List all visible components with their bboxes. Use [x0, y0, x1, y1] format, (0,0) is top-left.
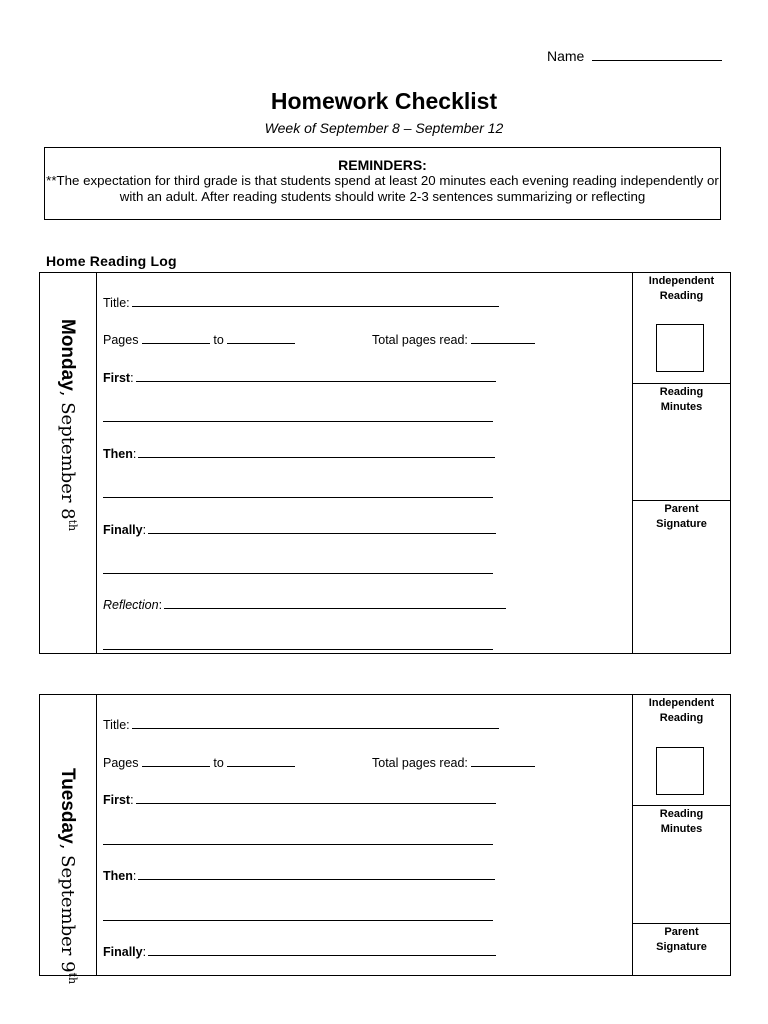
to-label: to — [213, 756, 224, 770]
title-label: Title: — [103, 296, 130, 310]
weekday: Monday — [57, 319, 78, 391]
finally-continuation-line[interactable] — [103, 573, 493, 574]
first-blank[interactable] — [136, 371, 496, 382]
title-label: Title: — [103, 718, 130, 732]
name-label: Name — [547, 48, 585, 64]
independent-reading-label: Independent Reading — [648, 275, 715, 302]
weekday: Tuesday — [57, 768, 78, 844]
pages-from-blank[interactable] — [142, 333, 210, 344]
total-pages-label: Total pages read: — [372, 756, 468, 770]
colon: : — [142, 945, 147, 959]
date-suffix: th — [66, 972, 79, 985]
first-continuation-line[interactable] — [103, 844, 493, 845]
then-continuation-line[interactable] — [103, 920, 493, 921]
finally-blank[interactable] — [148, 523, 496, 534]
to-label: to — [213, 333, 224, 347]
pages-field[interactable] — [103, 333, 295, 347]
finally-field[interactable] — [103, 945, 496, 959]
reading-minutes-cell[interactable] — [633, 806, 730, 924]
day-column — [40, 273, 97, 653]
name-blank[interactable] — [592, 50, 722, 61]
pages-field[interactable] — [103, 756, 295, 770]
then-blank[interactable] — [138, 447, 495, 458]
total-pages-label: Total pages read: — [372, 333, 468, 347]
date: , September 8 — [57, 390, 78, 520]
pages-to-blank[interactable] — [227, 333, 295, 344]
then-continuation-line[interactable] — [103, 497, 493, 498]
pages-from-blank[interactable] — [142, 756, 210, 767]
finally-label: Finally — [103, 945, 143, 959]
reflection-field[interactable] — [103, 598, 506, 612]
colon: : — [132, 447, 137, 461]
first-field[interactable] — [103, 793, 496, 807]
finally-label: Finally — [103, 523, 143, 537]
reading-log-label: Home Reading Log — [46, 253, 177, 269]
reading-minutes-cell[interactable] — [633, 384, 730, 501]
then-blank[interactable] — [138, 869, 495, 880]
total-pages-field[interactable] — [372, 333, 535, 347]
day-label — [56, 319, 79, 531]
colon: : — [158, 598, 163, 612]
page-title: Homework Checklist — [270, 88, 498, 114]
pages-label: Pages — [103, 756, 139, 770]
title-field[interactable] — [103, 718, 499, 732]
reminders-box — [44, 147, 721, 220]
pages-label: Pages — [103, 333, 139, 347]
finally-field[interactable] — [103, 523, 496, 537]
title-blank[interactable] — [132, 718, 499, 729]
day-entry-monday — [39, 272, 731, 654]
then-field[interactable] — [103, 869, 495, 883]
parent-signature-label: Parent Signature — [656, 503, 707, 530]
day-entry-tuesday — [39, 694, 731, 985]
colon: : — [142, 523, 147, 537]
tracking-column — [632, 695, 730, 975]
day-label — [56, 768, 79, 984]
parent-signature-cell[interactable] — [633, 501, 730, 654]
independent-reading-label: Independent Reading — [648, 697, 715, 724]
first-label: First — [103, 793, 131, 807]
date-suffix: th — [66, 519, 79, 532]
first-continuation-line[interactable] — [103, 421, 493, 422]
independent-reading-checkbox[interactable] — [656, 747, 704, 795]
then-label: Then — [103, 447, 133, 461]
title-blank[interactable] — [132, 296, 499, 307]
tracking-column — [632, 273, 730, 653]
colon: : — [130, 371, 134, 385]
reminders-text: **The expectation for third grade is that students spend at least 20 minutes each evening reading independently or with an adult. After reading students should write 2-3 sentences summarizing or reflecting — [46, 173, 719, 204]
independent-reading-checkbox[interactable] — [656, 324, 704, 372]
finally-blank[interactable] — [148, 945, 496, 956]
independent-reading-cell — [633, 273, 730, 384]
independent-reading-cell — [633, 695, 730, 806]
name-field[interactable] — [547, 48, 722, 64]
first-field[interactable] — [103, 371, 496, 385]
reflection-continuation-line[interactable] — [103, 649, 493, 650]
total-pages-field[interactable] — [372, 756, 535, 770]
total-pages-blank[interactable] — [471, 756, 535, 767]
reflection-blank[interactable] — [164, 598, 506, 609]
reminders-heading: REMINDERS: — [338, 157, 427, 173]
parent-signature-cell[interactable] — [633, 924, 730, 976]
reflection-label: Reflection — [103, 598, 159, 612]
total-pages-blank[interactable] — [471, 333, 535, 344]
parent-signature-label: Parent Signature — [656, 926, 707, 953]
then-field[interactable] — [103, 447, 495, 461]
first-label: First — [103, 371, 131, 385]
page-subtitle: Week of September 8 – September 12 — [264, 120, 504, 136]
title-field[interactable] — [103, 296, 499, 310]
colon: : — [132, 869, 137, 883]
first-blank[interactable] — [136, 793, 496, 804]
pages-to-blank[interactable] — [227, 756, 295, 767]
day-column — [40, 695, 97, 985]
reading-minutes-label: Reading Minutes — [659, 808, 704, 835]
date: , September 9 — [57, 843, 78, 973]
colon: : — [130, 793, 134, 807]
reading-minutes-label: Reading Minutes — [659, 386, 704, 413]
then-label: Then — [103, 869, 133, 883]
